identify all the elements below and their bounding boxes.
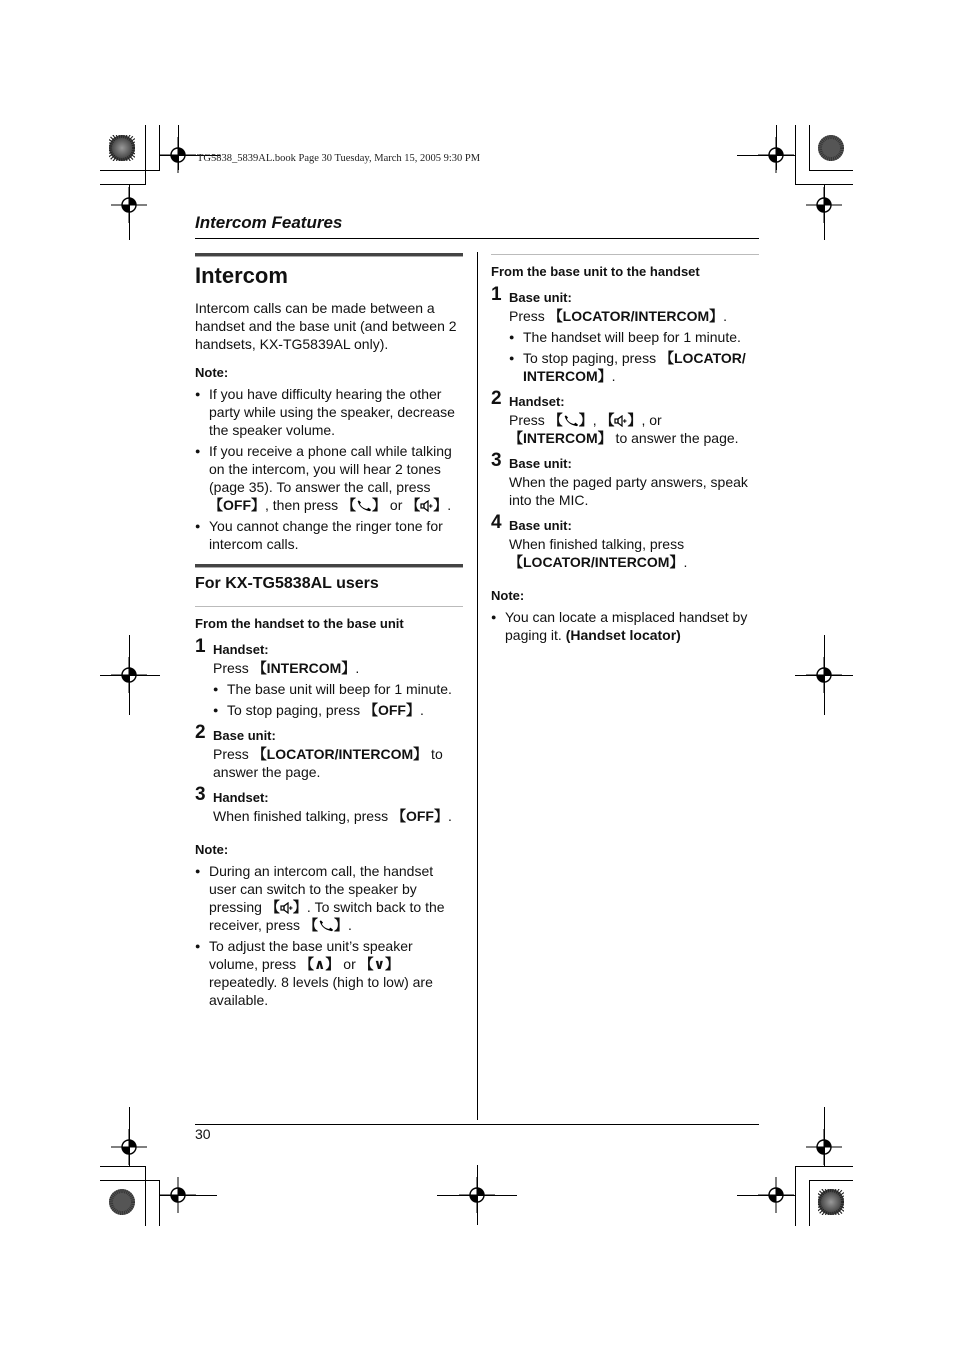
list-item: ● To stop paging, press 【OFF】. [213, 701, 463, 719]
file-header: TG5838_5839AL.book Page 30 Tuesday, March 15, 2005 9:30 PM [197, 153, 481, 164]
note-label: Note: [491, 588, 525, 603]
procedure-heading: From the handset to the base unit [195, 616, 404, 631]
speaker-key-icon [614, 415, 627, 427]
step-1: 1 Base unit: Press 【LOCATOR/INTERCOM】. ● The handset will beep for 1 minute. ● To stop paging, press 【LOCATOR/ INTERCOM】. [491, 289, 759, 385]
note-label: Note: [195, 365, 229, 380]
intro-paragraph: Intercom calls can be made between a handset and the base unit (and between 2 handsets, KX-TG5839AL only). [195, 300, 457, 352]
list-item: ● If you receive a phone call while talking on the intercom, you will hear 2 tones (page 35). To answer the call, press 【OFF】, then press 【 】 or 【 】. [195, 442, 463, 514]
color-disc-icon [818, 1189, 844, 1215]
step-2: 2 Base unit: Press 【LOCATOR/INTERCOM】 to answer the page. [195, 722, 443, 780]
color-disc-icon [109, 1189, 135, 1215]
color-disc-icon [109, 135, 135, 161]
page-number: 30 [195, 1126, 211, 1142]
step-1: 1 Handset: Press 【INTERCOM】. ● The base unit will beep for 1 minute. ● To stop paging, press 【OFF】. [195, 641, 463, 719]
subsection-title: For KX-TG5838AL users [195, 575, 379, 592]
list-item: ● The handset will beep for 1 minute. [509, 328, 759, 346]
list-item: ● During an intercom call, the handset user can switch to the speaker by pressing 【 】. To switch back to the receiver, press 【 】. [195, 862, 463, 934]
list-item: ● The base unit will beep for 1 minute. [213, 680, 463, 698]
column-divider [477, 252, 478, 1120]
right-column [491, 254, 759, 647]
list-item: ● You cannot change the ringer tone for intercom calls. [195, 517, 463, 553]
procedure-heading: From the base unit to the handset [491, 264, 700, 279]
section-heading: Intercom Features [195, 213, 343, 232]
step-4: 4 Base unit: When finished talking, press 【LOCATOR/INTERCOM】. [491, 512, 688, 570]
left-column [195, 253, 463, 1012]
note-list [195, 862, 463, 1009]
list-item: ● To stop paging, press 【LOCATOR/ INTERCOM】. [509, 349, 759, 385]
list-item: ● You can locate a misplaced handset by paging it. (Handset locator) [491, 608, 759, 644]
talk-key-icon [563, 415, 579, 427]
color-disc-icon [818, 135, 844, 161]
speaker-key-icon [280, 902, 293, 914]
list-item: ● If you have difficulty hearing the other party while using the speaker, decrease the speaker volume. [195, 385, 463, 439]
note-label: Note: [195, 842, 229, 857]
list-item: ● To adjust the base unit’s speaker volume, press 【∧】 or 【∨】 repeatedly. 8 levels (high to low) are available. [195, 937, 463, 1009]
step-2: 2 Handset: Press 【 】, 【 】, or 【INTERCOM】 to answer the page. [491, 388, 739, 446]
note-list [491, 608, 759, 644]
step-3: 3 Handset: When finished talking, press 【OFF】. [195, 784, 452, 824]
page-title: Intercom [195, 263, 288, 288]
step-3: 3 Base unit: When the paged party answers, speak into the MIC. [491, 450, 748, 508]
speaker-key-icon [420, 500, 433, 512]
talk-key-icon [356, 500, 372, 512]
talk-key-icon [318, 920, 334, 932]
note-list [195, 385, 463, 553]
